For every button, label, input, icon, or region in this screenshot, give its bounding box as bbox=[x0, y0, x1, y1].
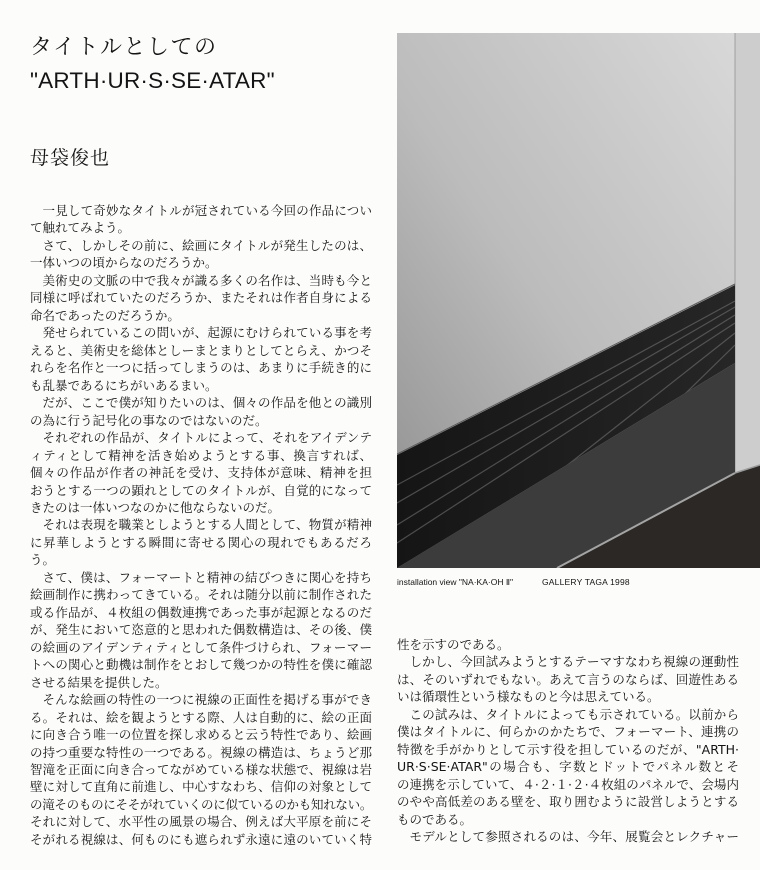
text-line: の滝そのものにそそがれていくのに似ているのかも知れない。 bbox=[30, 796, 372, 812]
right-text-column bbox=[397, 636, 739, 846]
text-line: は、そのいずれでもない。あえて言うのならば、回遊性ある bbox=[397, 671, 739, 687]
text-line: しかし、今回試みようとするテーマすなわち視線の運動性 bbox=[409, 654, 739, 670]
text-line: 一体いつの頃からなのだろうか。 bbox=[30, 255, 218, 271]
text-line: 個々の作品が作者の神託を受け、支持体が意味、精神を担 bbox=[30, 465, 372, 481]
side-wall bbox=[735, 33, 760, 473]
text-line: 僕はタイトルに、何らかのかたちで、フォーマート、連携の bbox=[397, 724, 739, 740]
text-line: の連携を示していて、４·２·１·２·４枚組のパネルで、会場内 bbox=[397, 776, 739, 792]
text-line: トへの関心と動機は制作をとおして幾つかの特性を僕に確認 bbox=[30, 657, 372, 673]
text-line: う。 bbox=[30, 552, 56, 568]
text-line: それに対して、水平性の風景の場合、例えば大平原を前にそ bbox=[30, 814, 372, 830]
text-line: て触れてみよう。 bbox=[30, 220, 131, 236]
text-line: さて、しかしその前に、絵画にタイトルが発生したのは、 bbox=[42, 237, 372, 253]
text-line: それは表現を職業としようとする人間として、物質が精神 bbox=[42, 517, 372, 533]
text-line: 発せられているこの問いが、起源にむけられている事を考 bbox=[42, 325, 372, 341]
text-line: 命名であったのだろうか。 bbox=[30, 307, 180, 323]
photo-caption-gallery: GALLERY TAGA 1998 bbox=[542, 577, 630, 587]
photo-caption bbox=[397, 576, 760, 588]
text-line: 絵画制作に携わってきている。それは随分以前に制作された bbox=[30, 587, 372, 603]
text-line: UR·S·SE·ATAR"の場合も、字数とドットでパネル数とそ bbox=[397, 759, 739, 775]
text-line: そがれる視線は、何ものにも遮られず永遠に遠のいていく特 bbox=[30, 831, 372, 847]
text-line: の為に行う記号化の事なのではないのだ。 bbox=[30, 412, 268, 428]
photo-caption-title: installation view "NA·KA·OH Ⅱ" bbox=[397, 577, 514, 587]
text-line: さて、僕は、フォーマートと精神の結びつきに関心を持ち bbox=[42, 569, 372, 585]
text-line: 智滝を正面に向き合ってながめている様な状態で、視線は岩 bbox=[30, 762, 372, 777]
text-line: る。それは、絵を観ようとする際、人は自動的に、絵の正面 bbox=[30, 709, 372, 725]
text-line: モデルとして参照されるのは、今年、展覧会とレクチャー bbox=[409, 829, 739, 845]
text-line: 特徴を手がかりとして示す役を担しているのだが、"ARTH· bbox=[397, 741, 739, 757]
text-line: だが、ここで僕が知りたいのは、個々の作品を他との識別 bbox=[42, 395, 372, 411]
text-line: も乱暴であるにちがいあるまい。 bbox=[30, 377, 218, 393]
text-line: いは循環性という様なものと今は思えている。 bbox=[397, 689, 660, 705]
text-line: ものである。 bbox=[397, 811, 473, 827]
text-line: の絵画のアイデンティティとして条件づけられ、フォーマー bbox=[30, 639, 372, 655]
text-line: それぞれの作品が、タイトルによって、それをアイデンテ bbox=[42, 430, 372, 446]
text-line: 一見して奇妙なタイトルが冠されている今回の作品につい bbox=[42, 203, 372, 218]
text-line: させる結果を提供した。 bbox=[30, 674, 168, 690]
text-line: えると、美術史を総体としーまとまりとしてとらえ、かつそ bbox=[30, 342, 372, 358]
text-line: 同様に呼ばれていたのだろうか、またそれは作者自身による bbox=[30, 290, 372, 306]
text-line: 性を示すのである。 bbox=[397, 637, 510, 652]
text-line: が、発生において恣意的と思われた偶数構造は、その後、僕 bbox=[30, 622, 372, 638]
text-line: に昇華しようとする瞬間に寄せる関心の現れでもあるだろ bbox=[30, 534, 372, 550]
text-line: れらを名作と一つに括ってしまうのは、あまりに手続き的に bbox=[30, 360, 372, 376]
left-text-column bbox=[30, 202, 372, 848]
text-line: に向き合う唯一の位置を探し求めると云う特性であり、絵画 bbox=[30, 727, 372, 743]
text-line: 美術史の文脈の中で我々が識る多くの名作は、当時も今と bbox=[42, 272, 372, 288]
article-title-line-2: "ARTH·UR·S·SE·ATAR" bbox=[30, 68, 275, 93]
article-title-line-1: タイトルとしての bbox=[30, 35, 218, 60]
text-line: のやや高低差のある壁を、取り囲むように設営しようとする bbox=[397, 794, 739, 810]
installation-photo bbox=[397, 33, 760, 568]
text-line: この試みは、タイトルによっても示されている。以前から bbox=[409, 706, 739, 722]
text-line: きたのは一体いつなのかに他ならないのだ。 bbox=[30, 499, 281, 515]
text-line: の持つ重要な特性の一つである。視線の構造は、ちょうど那 bbox=[30, 744, 372, 760]
installation-photo-graphic bbox=[397, 33, 760, 568]
text-line: ィティとして精神を活き始めようとする事、換言すれば、 bbox=[30, 447, 372, 463]
text-line: そんな絵画の特性の一つに視線の正面性を掲げる事ができ bbox=[42, 692, 372, 708]
author-name: 母袋俊也 bbox=[30, 147, 111, 169]
text-line: 壁に対して直角に前進し、中心すなわち、信仰の対象として bbox=[30, 779, 372, 795]
text-line: 或る作品が、４枚組の偶数連携であった事が起源となるのだ bbox=[30, 604, 372, 620]
text-line: おうとする一つの顕れとしてのタイトルが、自覚的になって bbox=[30, 482, 372, 498]
